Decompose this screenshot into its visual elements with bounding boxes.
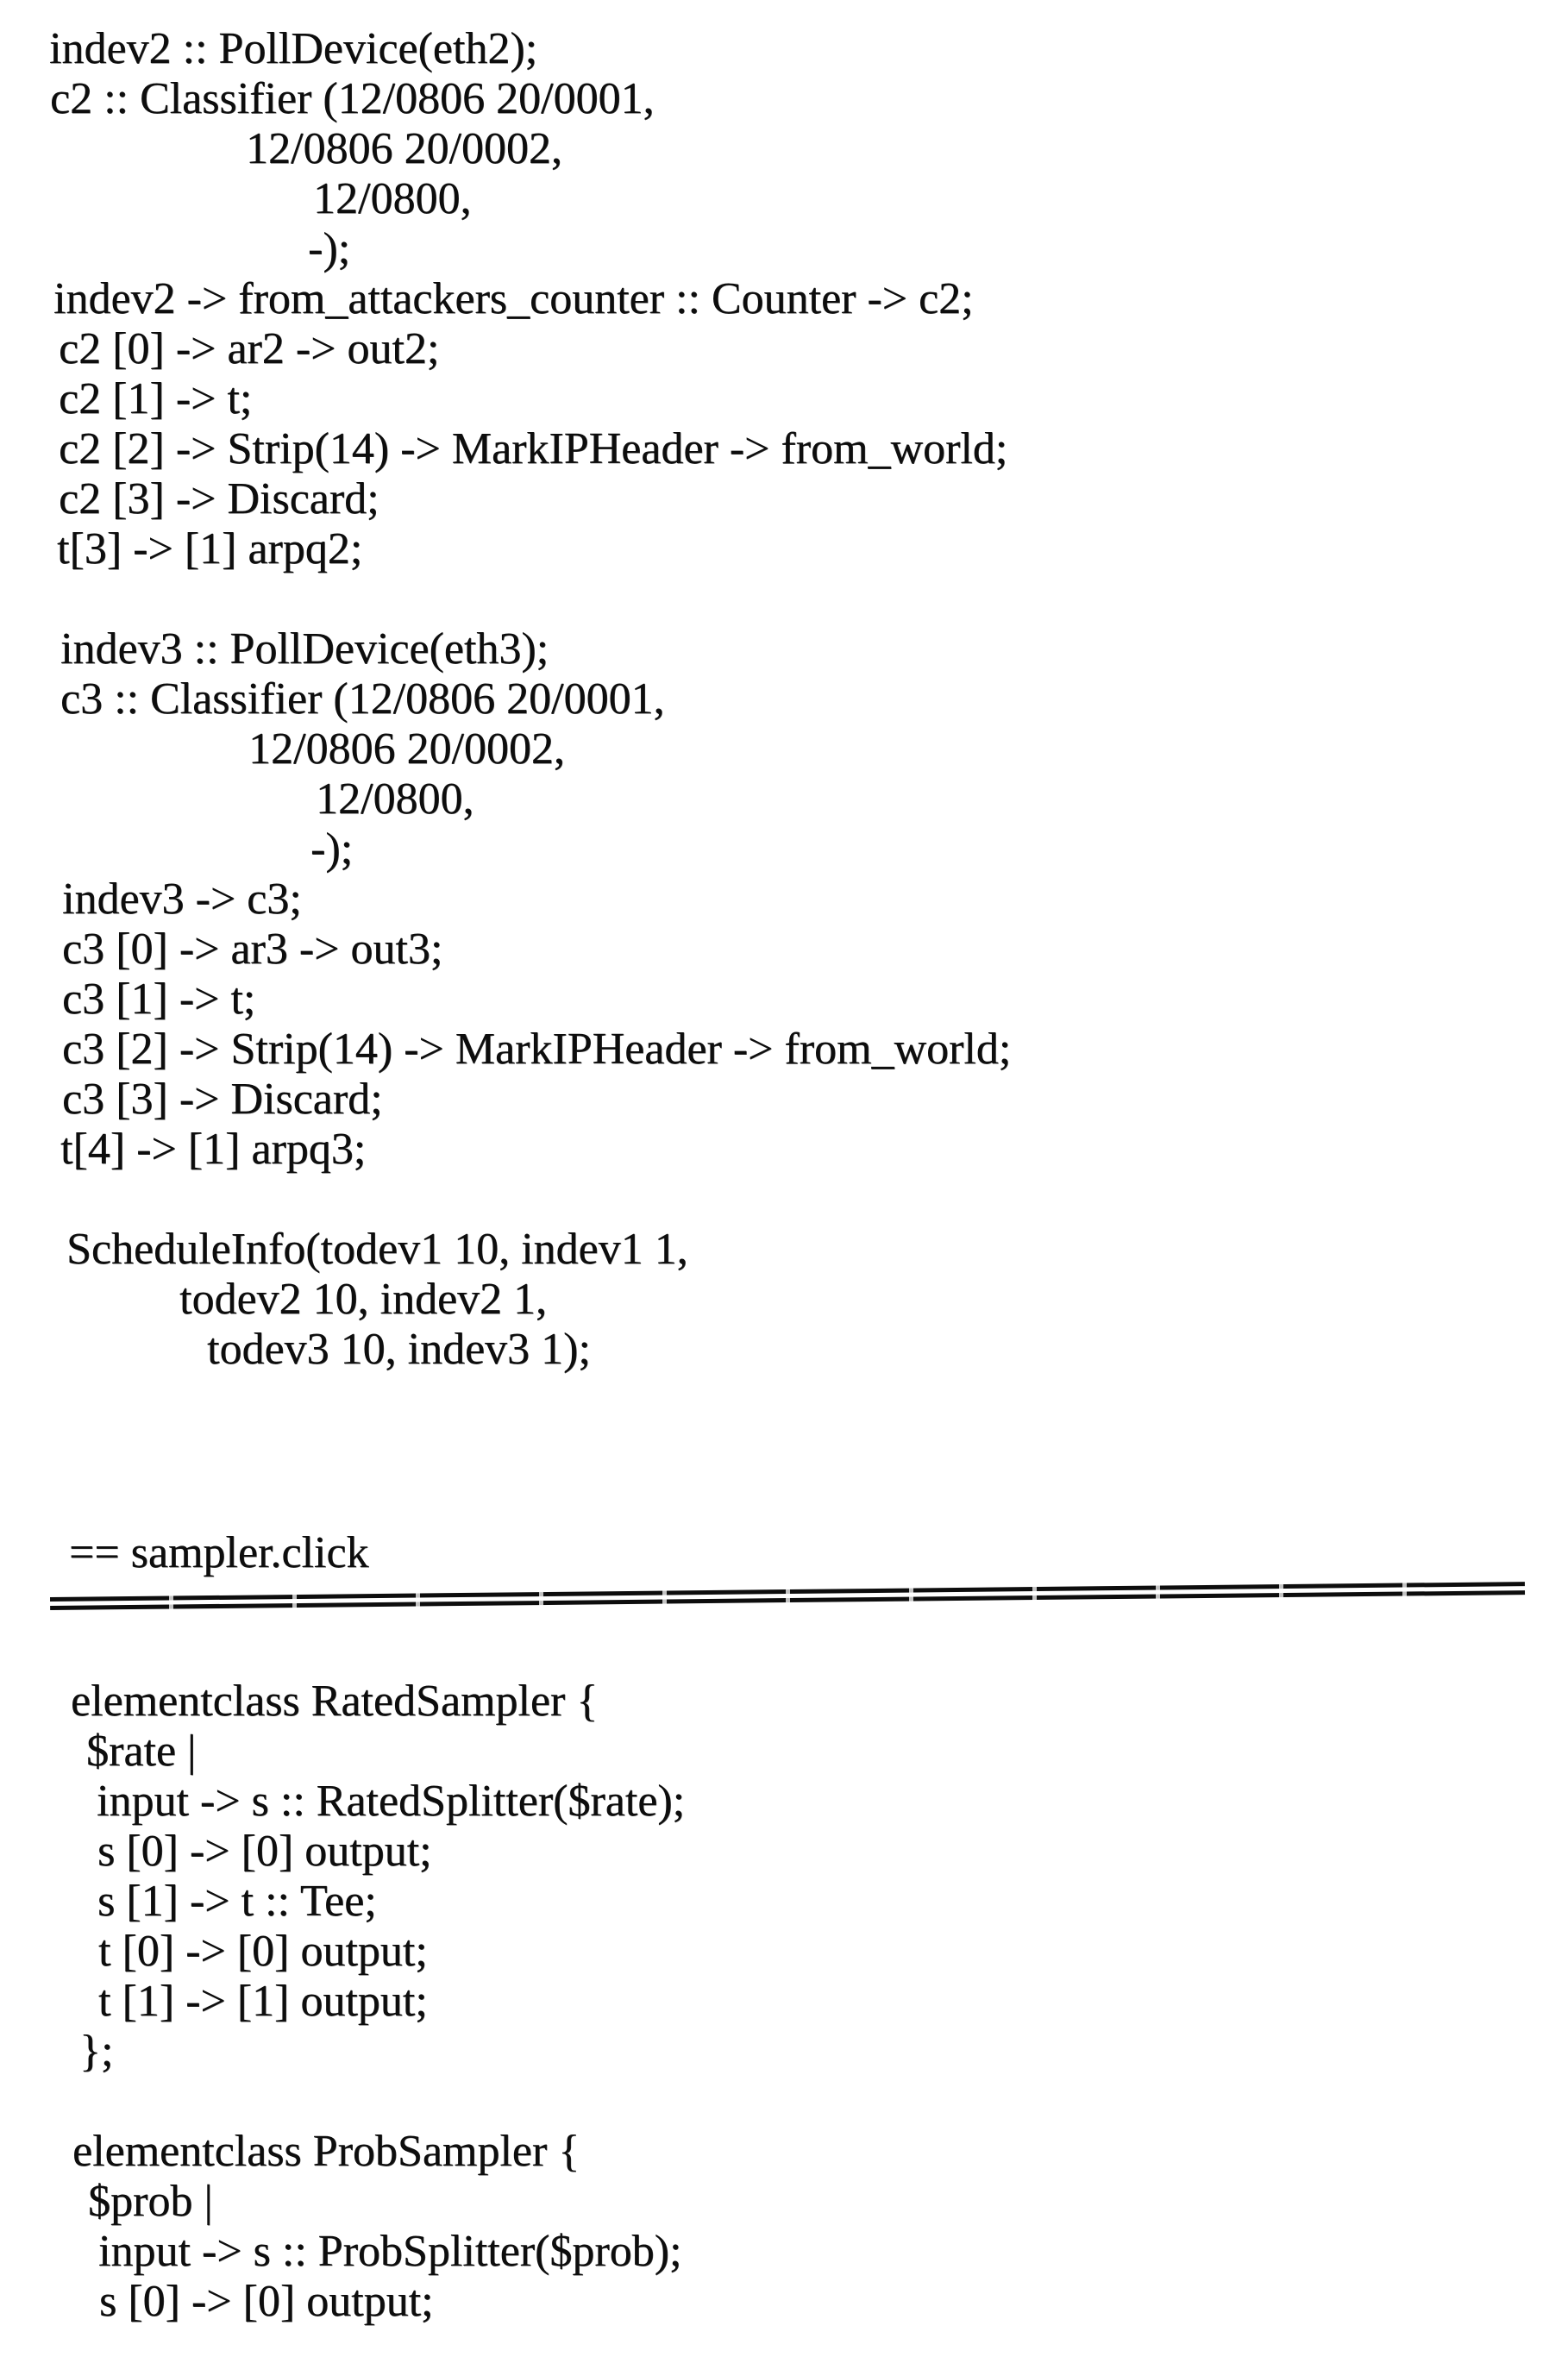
code-line: c3 [3] -> Discard; [62,1075,383,1124]
code-line: 12/0800, [316,774,474,824]
code-line: -); [308,224,351,273]
code-line: c3 :: Classifier (12/0806 20/0001, [60,674,665,724]
code-line: c3 [1] -> t; [62,975,256,1024]
code-line: s [0] -> [0] output; [99,2277,434,2326]
code-line: todev2 10, indev2 1, [179,1275,548,1324]
code-line: $prob | [88,2177,213,2226]
code-line: 12/0806 20/0002, [246,124,562,173]
code-line: indev3 -> c3; [62,874,302,924]
blank-line [0,2077,1568,2127]
code-line: indev2 -> from_attackers_counter :: Counter -> c2; [53,274,974,323]
code-line: ScheduleInfo(todev1 10, indev1 1, [66,1225,688,1274]
code-block-scheduleinfo [0,1225,1568,1375]
code-line: c3 [2] -> Strip(14) -> MarkIPHeader -> from_world; [62,1025,1012,1074]
code-line: c2 [1] -> t; [59,374,253,423]
code-line: elementclass ProbSampler { [72,2127,580,2176]
code-line: 12/0806 20/0002, [248,724,565,774]
code-line: elementclass RatedSampler { [71,1677,599,1726]
blank-line [0,1175,1568,1225]
code-line: t [1] -> [1] output; [98,1977,428,2026]
code-line: c2 :: Classifier (12/0806 20/0001, [50,74,655,123]
blank-line [0,574,1568,624]
code-block-ratedsampler [0,1677,1568,2077]
code-line: }; [79,2027,114,2076]
code-line: indev2 :: PollDevice(eth2); [49,24,538,73]
code-block-indev3 [0,624,1568,1175]
code-line: c2 [0] -> ar2 -> out2; [59,324,440,373]
code-line: $rate | [86,1727,197,1776]
code-block-indev2 [0,24,1568,574]
code-line: s [1] -> t :: Tee; [97,1877,377,1926]
code-line: s [0] -> [0] output; [97,1827,432,1876]
code-line: input -> s :: ProbSplitter($prob); [98,2227,682,2276]
code-line: c2 [3] -> Discard; [59,474,379,523]
code-line: todev3 10, indev3 1); [207,1325,591,1374]
code-line: t[4] -> [1] arpq3; [60,1125,367,1174]
code-line: -); [310,824,354,874]
blank-space [0,1375,1568,1528]
code-line: c3 [0] -> ar3 -> out3; [62,925,443,974]
code-block-probsampler [0,2127,1568,2327]
code-line: t[3] -> [1] arpq2; [57,524,363,574]
code-line: input -> s :: RatedSplitter($rate); [97,1777,686,1826]
code-line: c2 [2] -> Strip(14) -> MarkIPHeader -> from_world; [59,424,1008,473]
code-line: t [0] -> [0] output; [98,1927,428,1976]
code-line: 12/0800, [313,174,472,223]
code-line: indev3 :: PollDevice(eth3); [60,624,549,674]
section-heading-sampler-click: == sampler.click [69,1528,369,1577]
